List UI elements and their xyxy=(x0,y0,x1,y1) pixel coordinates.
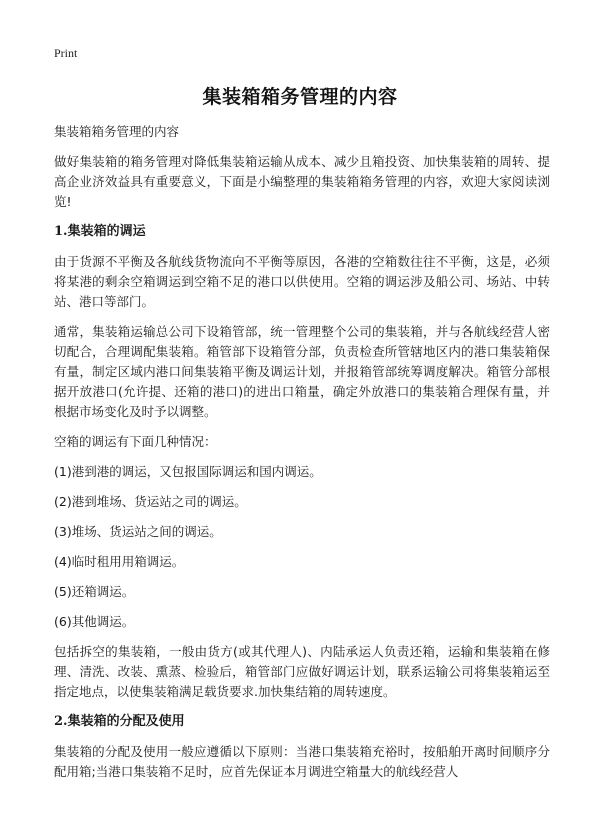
list-item: (2)港到堆场、货运站之司的调运。 xyxy=(54,494,247,509)
print-label: Print xyxy=(54,46,78,60)
section-1-paragraph-4: 包括拆空的集装箱，一般由货方(或其代理人)、内陆承运人负责还箱，运输和集装箱在修理、清洗、改装、熏蒸、检验后，箱管部门应做好调运计划，联系运输公司将集装箱运至指定地点，以使集装箱满足载货要求.加快集结箱的周转速度。 xyxy=(54,644,550,699)
list-item: (1)港到港的调运，又包报国际调运和国内调运。 xyxy=(54,464,322,479)
intro-paragraph: 做好集装箱的箱务管理对降低集装箱运输从成本、减少且箱投资、加快集装箱的周转、提高企业济效益具有重要意义，下面是小编整理的集装箱箱务管理的内容，欢迎大家阅读浏览! xyxy=(54,154,550,209)
document-body xyxy=(54,122,550,792)
document-title: 集装箱箱务管理的内容 xyxy=(202,86,398,108)
list-item: (4)临时租用用箱调运。 xyxy=(54,554,185,569)
document-subtitle: 集装箱箱务管理的内容 xyxy=(54,124,180,139)
section-1-heading: 1.集装箱的调运 xyxy=(54,224,146,239)
section-1-paragraph-3: 空箱的调运有下面几种情况： xyxy=(54,434,217,449)
section-2-paragraph-1: 集装箱的分配及使用一般应遵循以下原则：当港口集装箱充裕时，按船舶开离时间顺序分配用箱;当港口集装箱不足时，应首先保证本月调进空箱量大的航线经营人 xyxy=(54,744,550,779)
section-2-heading: 2.集装箱的分配及使用 xyxy=(54,714,185,729)
list-item: (3)堆场、货运站之间的调运。 xyxy=(54,524,222,539)
list-item: (6)其他调运。 xyxy=(54,614,135,629)
section-1-paragraph-1: 由于货源不平衡及各航线货物流向不平衡等原因，各港的空箱数往往不平衡，这是，必须将某港的剩余空箱调运到空箱不足的港口以供使用。空箱的调运涉及船公司、场站、中转站、港口等部门。 xyxy=(54,254,550,309)
section-1-paragraph-2: 通常，集装箱运输总公司下设箱管部，统一管理整个公司的集装箱，并与各航线经营人密切配合，合理调配集装箱。箱管部下设箱管分部，负责检查所管辖地区内的港口集装箱保有量，制定区域内港口间集装箱平衡及调运计划，并报箱管部统筹调度解决。箱管分部根据开放港口(允许提、还箱的港口)的进出口箱量，确定外放港口的集装箱合理保有量，并根据市场变化及时予以调整。 xyxy=(54,324,550,419)
list-item: (5)还箱调运。 xyxy=(54,584,135,599)
